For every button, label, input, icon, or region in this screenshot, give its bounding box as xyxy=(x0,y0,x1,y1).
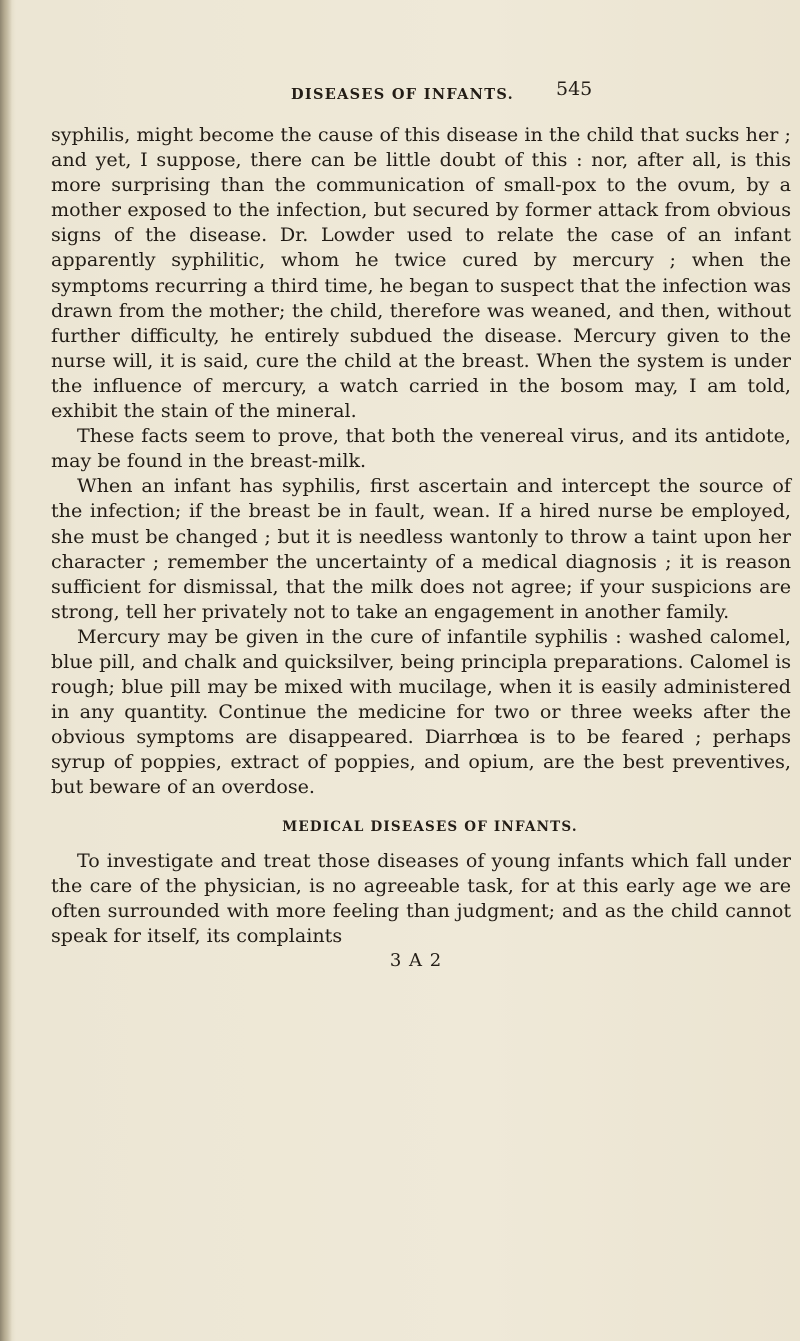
paragraph: When an infant has syphilis, first ascertain and intercept the source of the infection; if the breast be in fault, wean. If a hired nurse be employed, she must be changed ; but it is needless wantonly to throw a taint upon her character ; remember the uncertainty of a medical diagnosis ; it is reason sufficient for dismissal, that the milk does not agree; if your suspicions are strong, tell her privately not to take an engagement in another family. xyxy=(51,474,791,623)
paragraph: These facts seem to prove, that both the venereal virus, and its antidote, may be found in the breast-milk. xyxy=(51,424,791,473)
section-heading: MEDICAL DISEASES OF INFANTS. xyxy=(282,818,578,835)
paragraph: syphilis, might become the cause of this disease in the child that sucks her ; and yet, I suppose, there can be little doubt of this : nor, after all, is this more surprising than the communication of small-pox to the ovum, by a mother exposed to the infection, but secured by former attack from obvious signs of the disease. Dr. Lowder used to relate the case of an infant apparently syphilitic, whom he twice cured by mercury ; when the symptoms recurring a third time, he began to suspect that the infection was drawn from the mother; the child, therefore was weaned, and then, without further difficulty, he entirely subdued the disease. Mercury given to the nurse will, it is said, cure the child at the breast. When the system is under the influence of mercury, a watch carried in the bosom may, I am told, exhibit the stain of the mineral. xyxy=(51,123,792,423)
paragraph: To investigate and treat those diseases of young infants which fall under the care of the physician, is no agreeable task, for at this early age we are often surrounded with more feeling than judgment; and as the child cannot speak for itself, its complaints xyxy=(51,848,791,947)
paragraph: Mercury may be given in the cure of infantile syphilis : washed calomel, blue pill, and chalk and quicksilver, being principla preparations. Calomel is rough; blue pill may be mixed with mucilage, when it is easily administered in any quantity. Continue the medicine for two or three weeks after the obvious symptoms are disappeared. Diarrhœa is to be feared ; perhaps syrup of poppies, extract of poppies, and opium, are the best preventives, but beware of an overdose. xyxy=(51,624,791,799)
page-number: 545 xyxy=(556,78,593,100)
signature-mark: 3 A 2 xyxy=(389,950,443,971)
body-text xyxy=(51,122,791,973)
running-head xyxy=(0,78,800,106)
running-head-title: DISEASES OF INFANTS. xyxy=(291,86,514,103)
page-binding-edge xyxy=(0,0,12,1341)
